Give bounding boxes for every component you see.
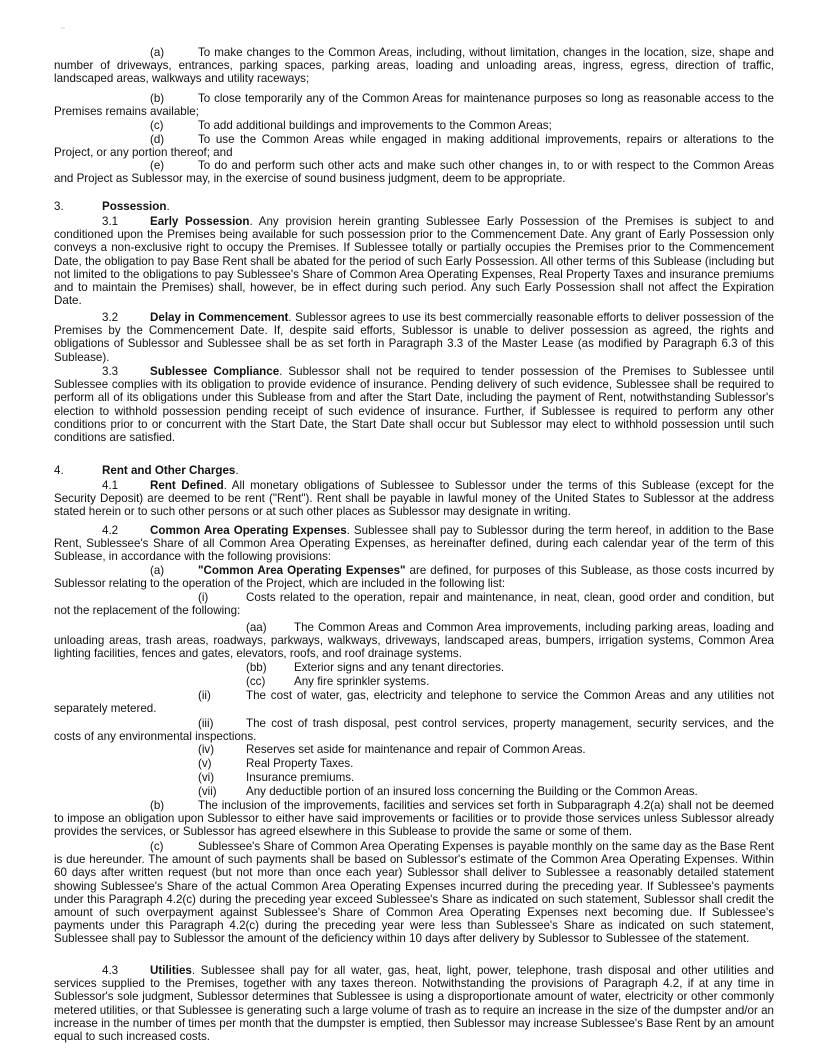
clause-4-2a-vii: (vii) Any deductible portion of an insured loss concerning the Building or the Common Areas. [198,785,698,798]
clause-3-3: 3.3 Sublessee Compliance. Sublessor shall not be required to tender possession of the Premises to Sublessee until Sublessee complies with its obligation to provide evidence of insurance. Pending delivery of such evidence, Sublessee shall be required to perform all of its obligations under this Sublease from and after the Start Date, including the payment of Rent, notwithstanding Sublessor's election to withhold possession pending receipt of such evidence of insurance. Further, if Sublessee is required to perform any other conditions prior to or concurrent with the Start Date, the Start Date shall occur but Sublessor may elect to withhold possession until such conditions are satisfied. [54,365,774,445]
clause-4-2a-cc: (cc) Any fire sprinkler systems. [246,675,430,688]
clause-2e: (e) To do and perform such other acts and make such other changes in, to or with respect to the Common Areas and Project as Sublessor may, in the exercise of sound business judgment, deem to be appropriate. [54,159,774,186]
clause-2c: (c) To add additional buildings and improvements to the Common Areas; [150,119,552,132]
clause-3-1: 3.1 Early Possession. Any provision herein granting Sublessee Early Possession of the Premises is subject to and conditioned upon the Premises being available for such possession prior to the Commencement Date. Any grant of Early Possession only conveys a non-exclusive right to occupy the Premises. If Sublessee totally or partially occupies the Premises prior to the Commencement Date, the obligation to pay Base Rent shall be abated for the period of such Early Possession. All other terms of this Sublease (including but not limited to the obligations to pay Sublessee's Share of Common Area Operating Expenses, Real Property Taxes and insurance premiums and to maintain the Premises) shall, however, be in effect during such period. Any such Early Possession shall not affect the Expiration Date. [54,215,774,308]
clause-4-2c: (c) Sublessee's Share of Common Area Operating Expenses is payable monthly on the same day as the Base Rent is due hereunder. The amount of such payments shall be based on Sublessor's estimate of the Common Area Operating Expenses. Within 60 days after written request (but not more than once each year) Sublessor shall deliver to Sublessee a reasonably detailed statement showing Sublessee's Share of the actual Common Area Operating Expenses incurred during the preceding year. If Sublessee's payments under this Paragraph 4.2(c) during the preceding year exceed Sublessee's Share as indicated on such statement, Sublessor shall credit the amount of such overpayment against Sublessee's Share of Common Area Operating Expenses next becoming due. If Sublessee's payments under this Paragraph 4.2(c) during the preceding year were less than Sublessee's Share as indicated on such statement, Sublessee shall pay to Sublessor the amount of the deficiency within 10 days after delivery by Sublessor to Sublessee of the statement. [54,840,774,946]
scan-mark: ~ [60,23,66,33]
clause-4-2a-iv: (iv) Reserves set aside for maintenance and repair of Common Areas. [198,743,586,756]
clause-4-2a: (a) "Common Area Operating Expenses" are defined, for purposes of this Sublease, as those costs incurred by Sublessor relating to the operation of the Project, which are included in the following list: [54,564,774,591]
clause-2d: (d) To use the Common Areas while engaged in making additional improvements, repairs or alterations to the Project, or any portion thereof; and [54,133,774,160]
section-4-heading: 4. Rent and Other Charges. [54,464,239,477]
clause-4-2: 4.2 Common Area Operating Expenses. Sublessee shall pay to Sublessor during the term hereof, in addition to the Base Rent, Sublessee's Share of all Common Area Operating Expenses, as hereinafter defined, during each calendar year of the term of this Sublease, in accordance with the following provisions: [54,524,774,564]
clause-2b: (b) To close temporarily any of the Common Areas for maintenance purposes so long as reasonable access to the Premises remains available; [54,92,774,119]
clause-4-1: 4.1 Rent Defined. All monetary obligations of Sublessee to Sublessor under the terms of this Sublease (except for the Security Deposit) are deemed to be rent ("Rent"). Rent shall be payable in lawful money of the United States to Sublessor at the address stated herein or to such other persons or at such other places as Sublessor may designate in writing. [54,479,774,519]
clause-2a: (a) To make changes to the Common Areas, including, without limitation, changes in the location, size, shape and number of driveways, entrances, parking spaces, parking areas, loading and unloading areas, ingress, egress, direction of traffic, landscaped areas, walkways and utility raceways; [54,46,774,86]
clause-4-2a-i: (i) Costs related to the operation, repair and maintenance, in neat, clean, good order and condition, but not the replacement of the following: [54,591,774,618]
section-3-heading: 3. Possession. [54,200,170,213]
clause-4-2a-v: (v) Real Property Taxes. [198,757,354,770]
clause-4-2a-vi: (vi) Insurance premiums. [198,771,355,784]
clause-4-2a-aa: (aa) The Common Areas and Common Area improvements, including parking areas, loading and unloading areas, trash areas, roadways, parkways, walkways, driveways, landscaped areas, bumpers, irrigation systems, Common Area lighting facilities, fences and gates, elevators, roofs, and roof drainage systems. [54,621,774,661]
clause-4-2a-bb: (bb) Exterior signs and any tenant directories. [246,661,505,674]
clause-4-2a-ii: (ii) The cost of water, gas, electricity and telephone to service the Common Areas and any utilities not separately metered. [54,689,774,716]
clause-4-3: 4.3 Utilities. Sublessee shall pay for all water, gas, heat, light, power, telephone, trash disposal and other utilities and services supplied to the Premises, together with any taxes thereon. Notwithstanding the provisions of Paragraph 4.2, if at any time in Sublessor's sole judgment, Sublessor determines that Sublessee is using a disproportionate amount of water, electricity or other commonly metered utilities, or that Sublessee is generating such a large volume of trash as to require an increase in the size of the dumpster and/or an increase in the number of times per month that the dumpster is emptied, then Sublessor may increase Sublessee's Base Rent by an amount equal to such increased costs. [54,964,774,1044]
clause-4-2a-iii: (iii) The cost of trash disposal, pest control services, property management, security services, and the costs of any environmental inspections. [54,717,774,744]
clause-4-2b: (b) The inclusion of the improvements, facilities and services set forth in Subparagraph 4.2(a) shall not be deemed to impose an obligation upon Sublessor to either have said improvements or facilities or to provide those services unless Sublessor already provides the services, or Sublessor has agreed elsewhere in this Sublease to provide the same or some of them. [54,799,774,839]
clause-3-2: 3.2 Delay in Commencement. Sublessor agrees to use its best commercially reasonable efforts to deliver possession of the Premises by the Commencement Date. If, despite said efforts, Sublessor is unable to deliver possession as agreed, the rights and obligations of Sublessor and Sublessee shall be as set forth in Paragraph 3.3 of the Master Lease (as modified by Paragraph 6.3 of this Sublease). [54,311,774,364]
